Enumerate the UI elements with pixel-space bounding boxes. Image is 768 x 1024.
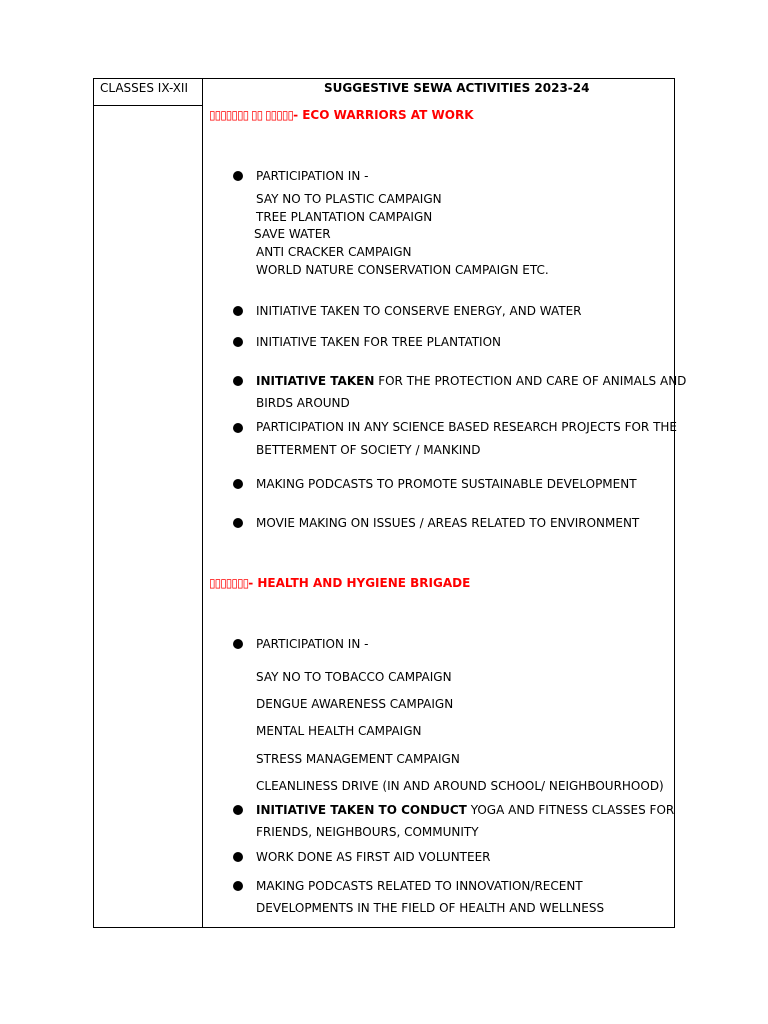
bullet-icon bbox=[233, 518, 243, 528]
s2-bullet-firstaid: WORK DONE AS FIRST AID VOLUNTEER bbox=[256, 850, 491, 864]
page-title: SUGGESTIVE SEWA ACTIVITIES 2023-24 bbox=[324, 81, 590, 95]
s1-sub-item: WORLD NATURE CONSERVATION CAMPAIGN ETC. bbox=[256, 263, 549, 277]
s2-bullet-yoga-line2: FRIENDS, NEIGHBOURS, COMMUNITY bbox=[256, 825, 479, 839]
s1-sub-item: SAY NO TO PLASTIC CAMPAIGN bbox=[256, 192, 442, 206]
table-border-right bbox=[674, 78, 675, 928]
bullet-icon bbox=[233, 639, 243, 649]
section2-hindi-title: ▯▯▯▯▯▯▯ bbox=[209, 576, 249, 590]
section1-hindi-title: ▯▯▯▯▯▯▯ ▯▯ ▯▯▯▯▯ bbox=[209, 108, 294, 122]
s1-bullet-movie: MOVIE MAKING ON ISSUES / AREAS RELATED TO ENVIRONMENT bbox=[256, 516, 640, 530]
s2-sub-item: DENGUE AWARENESS CAMPAIGN bbox=[256, 697, 454, 711]
bullet-icon bbox=[233, 306, 243, 316]
s1-sub-item: TREE PLANTATION CAMPAIGN bbox=[256, 210, 433, 224]
s2-bullet-participation: PARTICIPATION IN - bbox=[256, 637, 369, 651]
s1-bullet-research-line2: BETTERMENT OF SOCIETY / MANKIND bbox=[256, 443, 481, 457]
s1-bullet-research: PARTICIPATION IN ANY SCIENCE BASED RESEARCH PROJECTS FOR THE bbox=[256, 420, 678, 434]
s2-bullet-podcasts: MAKING PODCASTS RELATED TO INNOVATION/RECENT bbox=[256, 879, 583, 893]
s2-bullet-podcasts-line2: DEVELOPMENTS IN THE FIELD OF HEALTH AND WELLNESS bbox=[256, 901, 605, 915]
s2-bullet-yoga-bold: INITIATIVE TAKEN TO CONDUCT bbox=[256, 803, 467, 817]
table-border-bottom bbox=[93, 927, 675, 928]
table-header-divider bbox=[93, 105, 203, 106]
s1-sub-item: ANTI CRACKER CAMPAIGN bbox=[256, 245, 412, 259]
s1-sub-item: SAVE WATER bbox=[254, 227, 331, 241]
section1-heading-text: - ECO WARRIORS AT WORK bbox=[293, 108, 474, 122]
bullet-icon bbox=[233, 423, 243, 433]
classes-label: CLASSES IX-XII bbox=[100, 81, 188, 95]
section2-heading bbox=[209, 576, 470, 590]
table-border-top bbox=[93, 78, 675, 79]
bullet-icon bbox=[233, 337, 243, 347]
bullet-icon bbox=[233, 171, 243, 181]
s2-bullet-yoga-rest: YOGA AND FITNESS CLASSES FOR bbox=[466, 803, 675, 817]
table-column-divider bbox=[202, 78, 203, 928]
s1-bullet-animals-bold: INITIATIVE TAKEN bbox=[256, 374, 375, 388]
s2-sub-item: MENTAL HEALTH CAMPAIGN bbox=[256, 724, 422, 738]
s2-bullet-yoga bbox=[256, 803, 674, 817]
s2-sub-item: CLEANLINESS DRIVE (IN AND AROUND SCHOOL/ NEIGHBOURHOOD) bbox=[256, 779, 664, 793]
bullet-icon bbox=[233, 805, 243, 815]
section1-heading bbox=[209, 108, 474, 122]
s2-sub-item: SAY NO TO TOBACCO CAMPAIGN bbox=[256, 670, 452, 684]
s1-bullet-animals-line2: BIRDS AROUND bbox=[256, 396, 350, 410]
table-border-left bbox=[93, 78, 94, 928]
s1-bullet-conserve: INITIATIVE TAKEN TO CONSERVE ENERGY, AND WATER bbox=[256, 304, 582, 318]
section2-heading-text: - HEALTH AND HYGIENE BRIGADE bbox=[248, 576, 471, 590]
bullet-icon bbox=[233, 479, 243, 489]
s1-bullet-animals bbox=[256, 374, 686, 388]
bullet-icon bbox=[233, 881, 243, 891]
s1-bullet-podcasts: MAKING PODCASTS TO PROMOTE SUSTAINABLE DEVELOPMENT bbox=[256, 477, 637, 491]
bullet-icon bbox=[233, 376, 243, 386]
s1-bullet-participation: PARTICIPATION IN - bbox=[256, 169, 369, 183]
s1-bullet-tree: INITIATIVE TAKEN FOR TREE PLANTATION bbox=[256, 335, 502, 349]
bullet-icon bbox=[233, 852, 243, 862]
s2-sub-item: STRESS MANAGEMENT CAMPAIGN bbox=[256, 752, 460, 766]
s1-bullet-animals-rest: FOR THE PROTECTION AND CARE OF ANIMALS AND bbox=[374, 374, 687, 388]
